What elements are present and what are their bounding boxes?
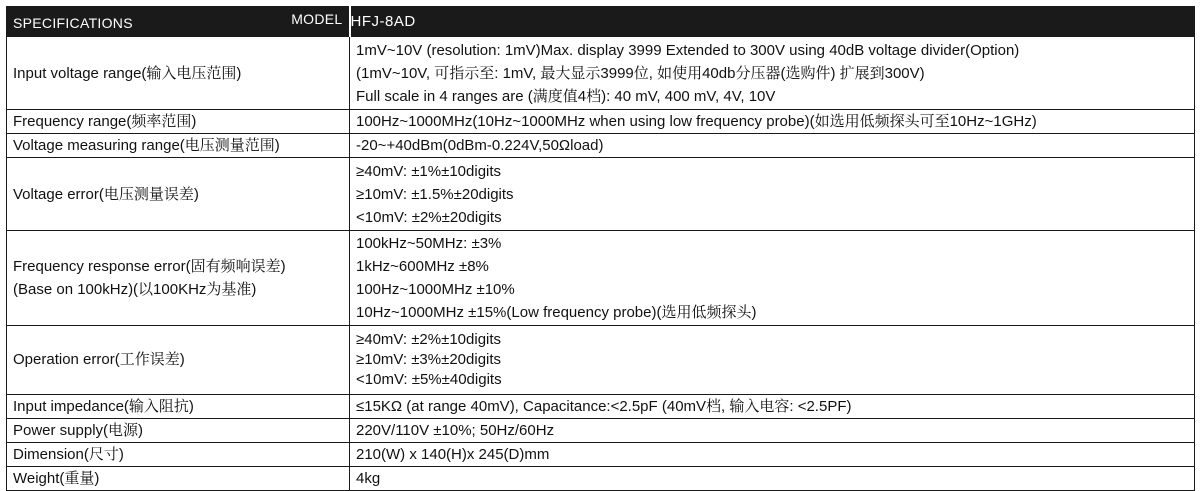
- row-label-power-supply: [7, 419, 350, 443]
- table-row: [7, 158, 1195, 231]
- value-line: 1kHz~600MHz ±8%: [356, 258, 489, 275]
- table-row: [7, 326, 1195, 395]
- value-line: ≥40mV: ±2%±10digits: [356, 331, 502, 348]
- table-header-row: [7, 7, 1195, 37]
- table-row: [7, 419, 1195, 443]
- value-line: <10mV: ±2%±20digits: [356, 208, 502, 226]
- label-line: Frequency response error(固有频响误差): [13, 258, 286, 275]
- row-value-frequency-response-error: [350, 231, 1195, 326]
- row-value-input-impedance: [350, 395, 1195, 419]
- value-line: 1mV~10V (resolution: 1mV)Max. display 3999 Extended to 300V using 40dB voltage divider(Option): [356, 41, 1020, 59]
- row-value-voltage-error: [350, 158, 1195, 231]
- row-label-dimension: [7, 443, 350, 467]
- value-line: 4kg: [356, 470, 381, 487]
- value-line: ≥10mV: ±3%±20digits: [356, 351, 502, 368]
- value-line: ≥10mV: ±1.5%±20digits: [356, 185, 514, 203]
- value-line: -20~+40dBm(0dBm-0.224V,50Ωload): [356, 137, 604, 154]
- label-line: Input voltage range(输入电压范围): [13, 64, 242, 82]
- model-name: HFJ-8AD: [350, 7, 1195, 37]
- label-line: (Base on 100kHz)(以100KHz为基准): [13, 281, 257, 298]
- value-line: 100kHz~50MHz: ±3%: [356, 235, 502, 252]
- row-value-operation-error: [350, 326, 1195, 395]
- row-label-operation-error: [7, 326, 350, 395]
- row-value-frequency-range: [350, 110, 1195, 134]
- row-value-input-voltage: [350, 37, 1195, 110]
- row-label-input-voltage: [7, 37, 350, 110]
- specifications-label: SPECIFICATIONS: [13, 15, 133, 31]
- row-value-dimension: [350, 443, 1195, 467]
- table-row: [7, 134, 1195, 158]
- row-label-voltage-measuring-range: [7, 134, 350, 158]
- row-label-weight: [7, 467, 350, 491]
- value-line: 100Hz~1000MHz ±10%: [356, 281, 515, 298]
- label-line: Frequency range(频率范围): [13, 113, 197, 130]
- table-row: [7, 467, 1195, 491]
- table-row: [7, 110, 1195, 134]
- row-label-voltage-error: [7, 158, 350, 231]
- value-line: Full scale in 4 ranges are (满度值4档): 40 mV, 400 mV, 4V, 10V: [356, 87, 776, 105]
- label-line: Input impedance(输入阻抗): [13, 398, 194, 415]
- row-label-frequency-response-error: [7, 231, 350, 326]
- value-line: 220V/110V ±10%; 50Hz/60Hz: [356, 422, 555, 439]
- value-line: 100Hz~1000MHz(10Hz~1000MHz when using low frequency probe)(如选用低频探头可至10Hz~1GHz): [356, 113, 1037, 130]
- table-row: [7, 231, 1195, 326]
- value-line: <10mV: ±5%±40digits: [356, 371, 502, 388]
- header-label-cell: [7, 7, 350, 37]
- row-value-weight: [350, 467, 1195, 491]
- row-value-power-supply: [350, 419, 1195, 443]
- value-line: ≥40mV: ±1%±10digits: [356, 162, 502, 180]
- value-line: ≤15KΩ (at range 40mV), Capacitance:<2.5pF (40mV档, 输入电容: <2.5PF): [356, 398, 852, 415]
- label-line: Voltage error(电压测量误差): [13, 185, 199, 203]
- value-line: 10Hz~1000MHz ±15%(Low frequency probe)(选用低频探头): [356, 304, 757, 321]
- row-value-voltage-measuring-range: [350, 134, 1195, 158]
- row-label-input-impedance: [7, 395, 350, 419]
- row-label-frequency-range: [7, 110, 350, 134]
- table-row: [7, 37, 1195, 110]
- model-label: MODEL: [291, 11, 343, 27]
- label-line: Power supply(电源): [13, 422, 144, 439]
- label-line: Voltage measuring range(电压测量范围): [13, 137, 280, 154]
- table-row: [7, 443, 1195, 467]
- specifications-table: [6, 6, 1195, 491]
- value-line: (1mV~10V, 可指示至: 1mV, 最大显示3999位, 如使用40db分压器(选购件) 扩展到300V): [356, 64, 925, 82]
- label-line: Operation error(工作误差): [13, 351, 185, 368]
- label-line: Weight(重量): [13, 470, 100, 487]
- label-line: Dimension(尺寸): [13, 446, 124, 463]
- value-line: 210(W) x 140(H)x 245(D)mm: [356, 446, 550, 463]
- table-row: [7, 395, 1195, 419]
